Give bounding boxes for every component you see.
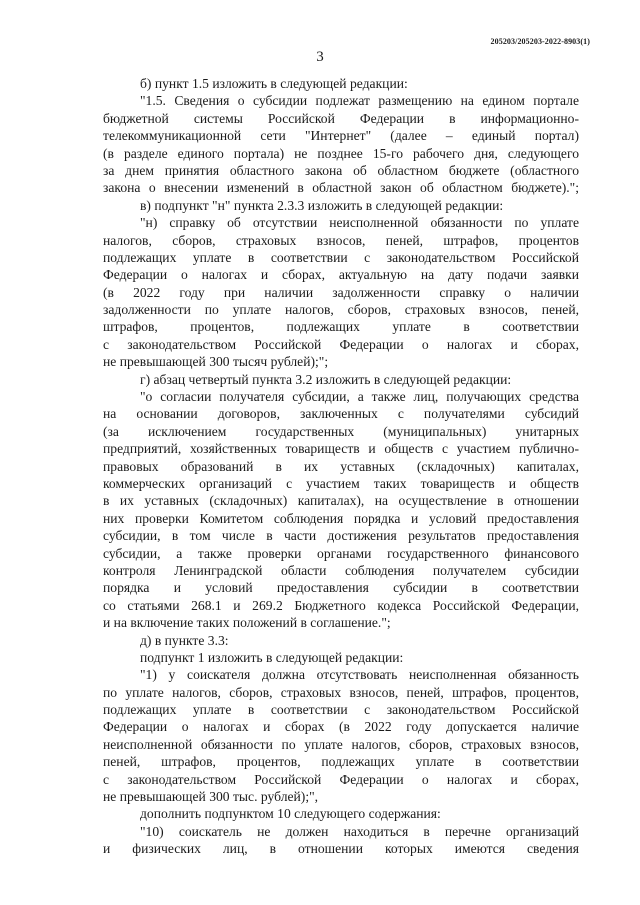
text-line: (за исключением государственных (муниципальных) унитарных [103, 423, 579, 439]
text-line: не превышающей 300 тыс. рублей);", [103, 789, 319, 805]
text-line: них проверки Комитетом соблюдения порядка и условий предоставления [103, 510, 579, 526]
text-line: "10) соискатель не должен находиться в перечне организаций [140, 823, 579, 839]
text-line: порядка и условий предоставления субсидии в соответствии [103, 580, 579, 596]
text-line: закона о внесении изменений в областной закон об областном бюджете)."; [103, 180, 579, 196]
text-line: штрафов, процентов, подлежащих уплате в соответствии [103, 319, 579, 335]
text-line: б) пункт 1.5 изложить в следующей редакции: [140, 76, 408, 91]
text-line: задолженности по уплате налогов, сборов, страховых взносов, пеней, [103, 302, 579, 318]
text-line: в их уставных (складочных) капиталах), на осуществление в отношении [103, 493, 579, 509]
text-line: контроля Ленинградской области соблюдения получателем субсидии [103, 562, 579, 578]
text-line: "н) справку об отсутствии неисполненной обязанности по уплате [140, 215, 579, 231]
text-line: по уплате налогов, сборов, страховых взносов, пеней, штрафов, процентов, [103, 684, 579, 700]
document-code: 205203/205203-2022-8903(1) [490, 37, 590, 46]
text-line: с законодательством Российской Федерации о налогах и сборах, [103, 336, 579, 352]
text-line: "1) у соискателя должна отсутствовать неисполненная обязанность [140, 667, 579, 683]
text-line: телекоммуникационной сети "Интернет" (далее – единый портал) [103, 128, 579, 144]
document-body [103, 75, 579, 858]
text-line: на основании договоров, заключенных с получателями субсидий [103, 406, 579, 422]
text-line: пеней, штрафов, процентов, подлежащих уплате в соответствии [103, 754, 579, 770]
text-line: дополнить подпунктом 10 следующего содержания: [140, 806, 441, 822]
text-line: бюджетной системы Российской Федерации в информационно- [103, 110, 579, 126]
text-line: и физических лиц, в отношении которых имеются сведения [103, 841, 579, 857]
text-line: коммерческих организаций с участием таких товариществ и обществ [103, 475, 579, 491]
text-line: подлежащих уплате в соответствии с законодательством Российской [103, 249, 579, 265]
text-line: со статьями 268.1 и 269.2 Бюджетного кодекса Российской Федерации, [103, 597, 579, 613]
text-line: (в 2022 году при наличии задолженности справку о наличии [103, 284, 579, 300]
text-line: г) абзац четвертый пункта 3.2 изложить в следующей редакции: [140, 371, 512, 387]
text-line: правовых образований в их уставных (складочных) капиталах, [103, 458, 579, 474]
text-line: не превышающей 300 тысяч рублей);"; [103, 354, 329, 370]
text-line: (в разделе единого портала) не позднее 15-го рабочего дня, следующего [103, 145, 579, 161]
text-line: подпункт 1 изложить в следующей редакции: [140, 649, 404, 665]
text-line: субсидии, в том числе в части достижения результатов предоставления [103, 528, 579, 544]
text-line: субсидии, а также проверки органами государственного финансового [103, 545, 579, 561]
text-line: д) в пункте 3.3: [140, 632, 229, 648]
text-line: Федерации о налогах и сборах, актуальную на дату подачи заявки [103, 267, 579, 283]
text-line: в) подпункт "н" пункта 2.3.3 изложить в следующей редакции: [140, 197, 504, 213]
text-line: "1.5. Сведения о субсидии подлежат размещению на едином портале [140, 93, 579, 109]
page-number: 3 [316, 49, 324, 65]
text-line: подлежащих уплате в соответствии с законодательством Российской [103, 702, 579, 718]
text-line: Федерации о налогах и сборах (в 2022 году допускается наличие [103, 719, 579, 735]
text-line: предприятий, хозяйственных товариществ и обществ с участием публично- [103, 441, 579, 457]
text-line: с законодательством Российской Федерации о налогах и сборах, [103, 771, 579, 787]
text-line: за днем принятия областного закона об областном бюджете (областного [103, 162, 579, 178]
text-line: налогов, сборов, страховых взносов, пеней, штрафов, процентов [103, 232, 579, 248]
text-line: и на включение таких положений в соглашение."; [103, 615, 391, 631]
text-line: "о согласии получателя субсидии, а также лиц, получающих средства [140, 389, 579, 405]
text-line: неисполненной обязанности по уплате налогов, сборов, страховых взносов, [103, 736, 579, 752]
